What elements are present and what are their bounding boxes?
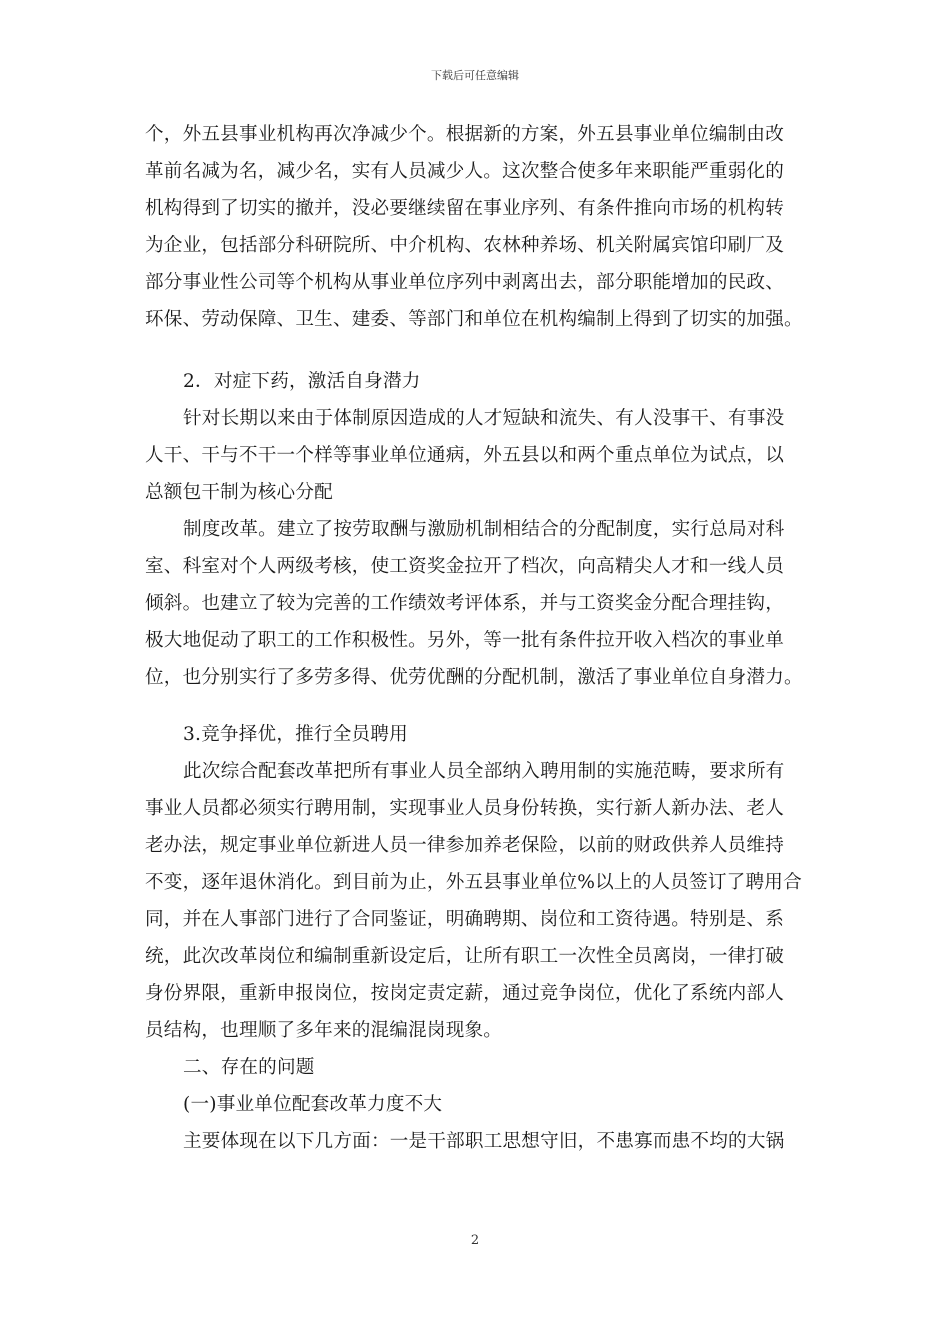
paragraph — [145, 1123, 825, 1160]
text-line: 部分事业性公司等个机构从事业单位序列中剥离出去，部分职能增加的民政、 — [145, 272, 784, 293]
text-line: 老办法，规定事业单位新进人员一律参加养老保险，以前的财政供养人员维持 — [145, 835, 784, 856]
text-line: 统，此次改革岗位和编制重新设定后，让所有职工一次性全员离岗，一律打破 — [145, 946, 784, 967]
text-line: 针对长期以来由于体制原因造成的人才短缺和流失、有人没事干、有事没 — [183, 408, 785, 429]
text-line: 倾斜。也建立了较为完善的工作绩效考评体系，并与工资奖金分配合理挂钩， — [145, 593, 784, 614]
text-line: 同，并在人事部门进行了合同鉴证，明确聘期、岗位和工资待遇。特别是、系 — [145, 909, 784, 930]
text-line: 总额包干制为核心分配 — [145, 482, 333, 503]
page-number: 2 — [470, 1233, 480, 1248]
text-line: 人干、干与不干一个样等事业单位通病，外五县以和两个重点单位为试点，以 — [145, 445, 784, 466]
text-line: 制度改革。建立了按劳取酬与激励机制相结合的分配制度，实行总局对科 — [183, 519, 785, 540]
section-heading: 2．对症下药，激活自身潜力 — [183, 371, 421, 392]
paragraph — [145, 511, 825, 696]
text-line: 极大地促动了职工的工作积极性。另外，等一批有条件拉开收入档次的事业单 — [145, 630, 784, 651]
text-line: 事业人员都必须实行聘用制，实现事业人员身份转换，实行新人新办法、老人 — [145, 798, 784, 819]
text-line: 机构得到了切实的撤并，没必要继续留在事业序列、有条件推向市场的机构转 — [145, 198, 784, 219]
text-line: 室、科室对个人两级考核，使工资奖金拉开了档次，向高精尖人才和一线人员 — [145, 556, 784, 577]
text-line: 员结构，也理顺了多年来的混编混岗现象。 — [145, 1020, 503, 1041]
text-line: 身份界限，重新申报岗位，按岗定责定薪，通过竞争岗位，优化了系统内部人 — [145, 983, 784, 1004]
text-line: 环保、劳动保障、卫生、建委、等部门和单位在机构编制上得到了切实的加强。 — [145, 309, 803, 330]
document-body — [145, 116, 825, 1160]
subsection-heading: (一)事业单位配套改革力度不大 — [183, 1094, 443, 1115]
text-line: 此次综合配套改革把所有事业人员全部纳入聘用制的实施范畴，要求所有 — [183, 761, 785, 782]
text-line: 为企业，包括部分科研院所、中介机构、农林种养场、机关附属宾馆印刷厂及 — [145, 235, 784, 256]
text-line: 不变，逐年退休消化。到目前为止，外五县事业单位%以上的人员签订了聘用合 — [145, 872, 802, 893]
text-line: 主要体现在以下几方面：一是干部职工思想守旧，不患寡而患不均的大锅 — [183, 1131, 785, 1152]
page-header: 下载后可任意编辑 — [431, 69, 519, 82]
text-line: 个，外五县事业机构再次净减少个。根据新的方案，外五县事业单位编制由改 — [145, 124, 784, 145]
paragraph — [145, 116, 825, 338]
text-line: 位，也分别实行了多劳多得、优劳优酬的分配机制，激活了事业单位自身潜力。 — [145, 667, 803, 688]
text-line: 革前名减为名，减少名，实有人员减少人。这次整合使多年来职能严重弱化的 — [145, 161, 784, 182]
paragraph — [145, 753, 825, 1049]
paragraph — [145, 400, 825, 511]
section-heading: 3.竞争择优，推行全员聘用 — [183, 724, 408, 745]
section-heading: 二、存在的问题 — [183, 1057, 315, 1078]
